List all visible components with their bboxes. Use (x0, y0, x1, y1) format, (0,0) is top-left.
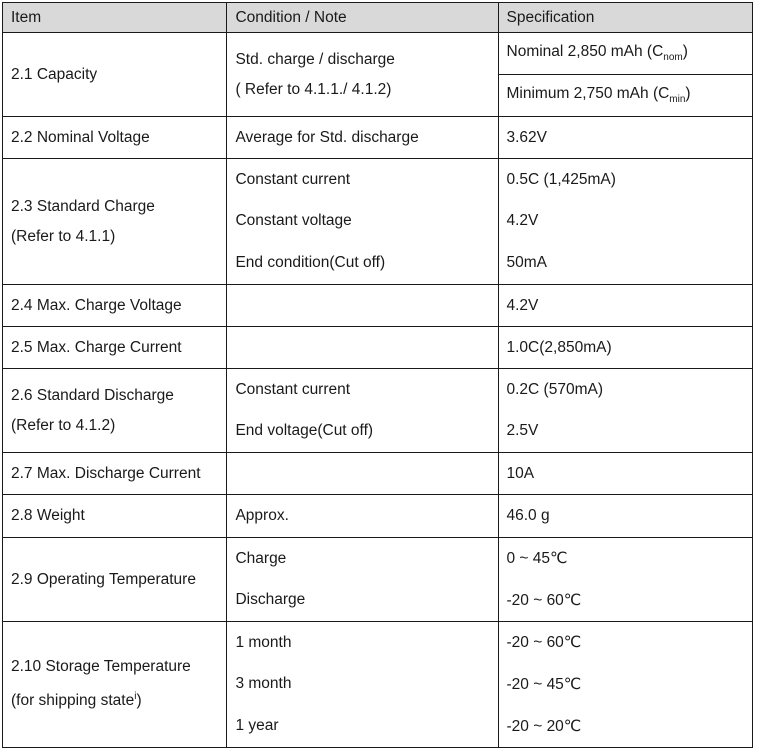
storage-temperature-specs (498, 622, 753, 748)
header-row (3, 3, 753, 33)
capacity-condition (227, 33, 498, 117)
capacity-condition-line2: ( Refer to 4.1.1./ 4.1.2) (235, 80, 392, 98)
header-specification: Specification (498, 3, 753, 33)
operating-temperature-cond-charge: Charge (235, 549, 287, 567)
storage-temperature-item-line2-end: ) (136, 692, 142, 710)
standard-charge-spec-end: 50mA (506, 254, 547, 272)
max-discharge-current-condition (227, 453, 498, 495)
max-charge-voltage-condition (227, 285, 498, 327)
standard-charge-cond-voltage: Constant voltage (235, 212, 352, 230)
standard-discharge-item-line1: 2.6 Standard Discharge (11, 386, 174, 404)
storage-temperature-spec-1month: -20 ~ 60℃ (506, 634, 582, 652)
max-charge-current-spec: 1.0C(2,850mA) (498, 327, 753, 369)
capacity-condition-line1: Std. charge / discharge (235, 50, 395, 68)
storage-temperature-footnote-mark: i (134, 691, 137, 703)
table-row-max-charge-current (3, 327, 753, 369)
weight-item: 2.8 Weight (3, 495, 227, 538)
capacity-spec-nominal-end: ) (682, 43, 688, 61)
max-charge-current-condition (227, 327, 498, 369)
operating-temperature-item: 2.9 Operating Temperature (3, 538, 227, 622)
header-item: Item (3, 3, 227, 33)
max-charge-voltage-item: 2.4 Max. Charge Voltage (3, 285, 227, 327)
weight-condition: Approx. (227, 495, 498, 538)
operating-temperature-conditions (227, 538, 498, 622)
table-row-max-charge-voltage (3, 285, 753, 327)
nominal-voltage-item: 2.2 Nominal Voltage (3, 117, 227, 159)
operating-temperature-spec-discharge: -20 ~ 60℃ (506, 591, 582, 609)
storage-temperature-cond-1year: 1 year (235, 717, 279, 735)
storage-temperature-item-line1: 2.10 Storage Temperature (11, 658, 191, 676)
standard-charge-cond-end: End condition(Cut off) (235, 254, 386, 272)
header-condition: Condition / Note (227, 3, 498, 33)
storage-temperature-spec-1year: -20 ~ 20℃ (506, 717, 582, 735)
capacity-item: 2.1 Capacity (3, 33, 227, 117)
specification-table (2, 2, 753, 748)
storage-temperature-item-line2 (11, 682, 226, 716)
capacity-spec-nominal-sub: nom (663, 52, 683, 64)
table-row-standard-charge (3, 159, 753, 285)
standard-charge-item-line1: 2.3 Standard Charge (11, 197, 155, 215)
operating-temperature-specs (498, 538, 753, 622)
table-row-nominal-voltage (3, 117, 753, 159)
weight-spec: 46.0 g (498, 495, 753, 538)
max-discharge-current-item: 2.7 Max. Discharge Current (3, 453, 227, 495)
capacity-spec-minimum-sub: min (669, 94, 686, 106)
nominal-voltage-spec: 3.62V (498, 117, 753, 159)
standard-charge-item-line2: (Refer to 4.1.1) (11, 227, 116, 245)
table-row-weight (3, 495, 753, 538)
table-row-operating-temperature (3, 538, 753, 622)
storage-temperature-cond-1month: 1 month (235, 633, 292, 651)
standard-charge-specs (498, 159, 753, 285)
storage-temperature-cond-3month: 3 month (235, 675, 292, 693)
standard-charge-cond-current: Constant current (235, 170, 351, 188)
standard-discharge-cond-current: Constant current (235, 380, 351, 398)
max-charge-voltage-spec: 4.2V (498, 285, 753, 327)
standard-discharge-conditions (227, 369, 498, 453)
capacity-spec-minimum (498, 75, 753, 117)
storage-temperature-item-line2-text: (for shipping state (11, 692, 135, 710)
standard-charge-conditions (227, 159, 498, 285)
table-row-capacity (3, 33, 753, 75)
storage-temperature-conditions (227, 622, 498, 748)
max-discharge-current-spec: 10A (498, 453, 753, 495)
capacity-spec-minimum-text: Minimum 2,750 mAh (C (506, 85, 670, 103)
table-row-max-discharge-current (3, 453, 753, 495)
storage-temperature-item (3, 622, 227, 748)
operating-temperature-cond-discharge: Discharge (235, 591, 306, 609)
standard-discharge-item (3, 369, 227, 453)
capacity-spec-nominal-text: Nominal 2,850 mAh (C (506, 43, 664, 61)
standard-charge-spec-current: 0.5C (1,425mA) (506, 170, 616, 188)
table-row-storage-temperature (3, 622, 753, 748)
capacity-spec-nominal (498, 33, 753, 75)
table-row-standard-discharge (3, 369, 753, 453)
standard-discharge-item-line2: (Refer to 4.1.2) (11, 416, 116, 434)
operating-temperature-spec-charge: 0 ~ 45℃ (506, 550, 568, 568)
standard-discharge-spec-current: 0.2C (570mA) (506, 380, 603, 398)
standard-discharge-spec-voltage: 2.5V (506, 422, 539, 440)
storage-temperature-spec-3month: -20 ~ 45℃ (506, 675, 582, 693)
standard-discharge-specs (498, 369, 753, 453)
nominal-voltage-condition: Average for Std. discharge (227, 117, 498, 159)
standard-charge-spec-voltage: 4.2V (506, 212, 539, 230)
max-charge-current-item: 2.5 Max. Charge Current (3, 327, 227, 369)
standard-discharge-cond-voltage: End voltage(Cut off) (235, 422, 374, 440)
standard-charge-item (3, 159, 227, 285)
capacity-spec-minimum-end: ) (685, 85, 691, 103)
